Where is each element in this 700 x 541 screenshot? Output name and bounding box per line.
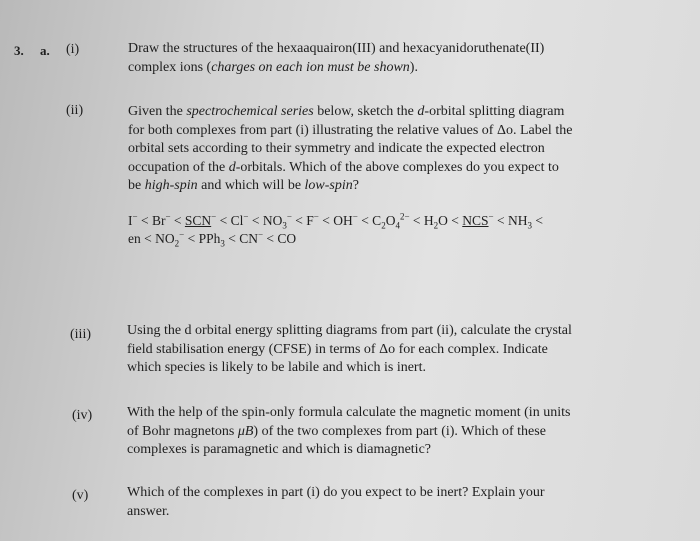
part-v-label: (v) <box>72 488 89 503</box>
part-ii-line-5: be high-spin and which will be low-spin? <box>128 178 359 194</box>
part-ii-line-4: occupation of the d-orbitals. Which of the above complexes do you expect to <box>128 159 559 175</box>
part-iii-text <box>127 322 678 378</box>
part-v-line-2: answer. <box>127 503 170 519</box>
part-ii-line-2: for both complexes from part (i) illustrating the relative values of Δo. Label the <box>128 122 573 138</box>
part-iii-line-2: field stabilisation energy (CFSE) in terms of Δo for each complex. Indicate <box>127 341 548 357</box>
part-iv-line-3: complexes is paramagnetic and which is diamagnetic? <box>127 442 432 458</box>
part-ii-label: (ii) <box>66 103 84 118</box>
part-ii-line-1: Given the spectrochemical series below, sketch the d-orbital splitting diagram <box>128 104 565 119</box>
part-iii-label: (iii) <box>70 327 91 342</box>
part-iii-line-3: which species is likely to be labile and which is inert. <box>127 360 426 376</box>
part-iii-line-1: Using the d orbital energy splitting diagrams from part (ii), calculate the crystal <box>127 323 572 338</box>
part-i-text <box>128 40 673 77</box>
part-iv-label: (iv) <box>72 408 93 423</box>
series-row-2: en < $NO_2^- < PPh_3 < CN^-$ < CO <box>128 229 297 249</box>
part-ii-text <box>128 103 676 196</box>
series-row-1: $I^- < Br^- < SCN^- < Cl^- < NO_3^- < F^- < OH^- < C_2O_4^{2-} < H_2O < NCS^- < NH_3$ < <box>128 211 543 231</box>
part-iv-line-2: of Bohr magnetons μB) of the two complexes from part (i). Which of these <box>127 423 546 439</box>
part-v-line-1: Which of the complexes in part (i) do you expect to be inert? Explain your <box>127 485 545 500</box>
part-iv-line-1: With the help of the spin-only formula calculate the magnetic moment (in units <box>127 405 571 420</box>
part-i-line-1: Draw the structures of the hexaaquairon(III) and hexacyanidoruthenate(II) <box>128 41 545 56</box>
part-iv-text <box>127 404 680 460</box>
spectrochemical-series <box>128 212 543 248</box>
part-i-line-2: complex ions (charges on each ion must be shown). <box>128 59 418 75</box>
part-letter: a. <box>40 43 50 58</box>
part-ii-line-3: orbital sets according to their symmetry and indicate the expected electron <box>128 141 545 157</box>
question-number: 3. <box>14 43 24 58</box>
part-v-text <box>127 484 680 521</box>
part-i-label: (i) <box>66 42 80 57</box>
